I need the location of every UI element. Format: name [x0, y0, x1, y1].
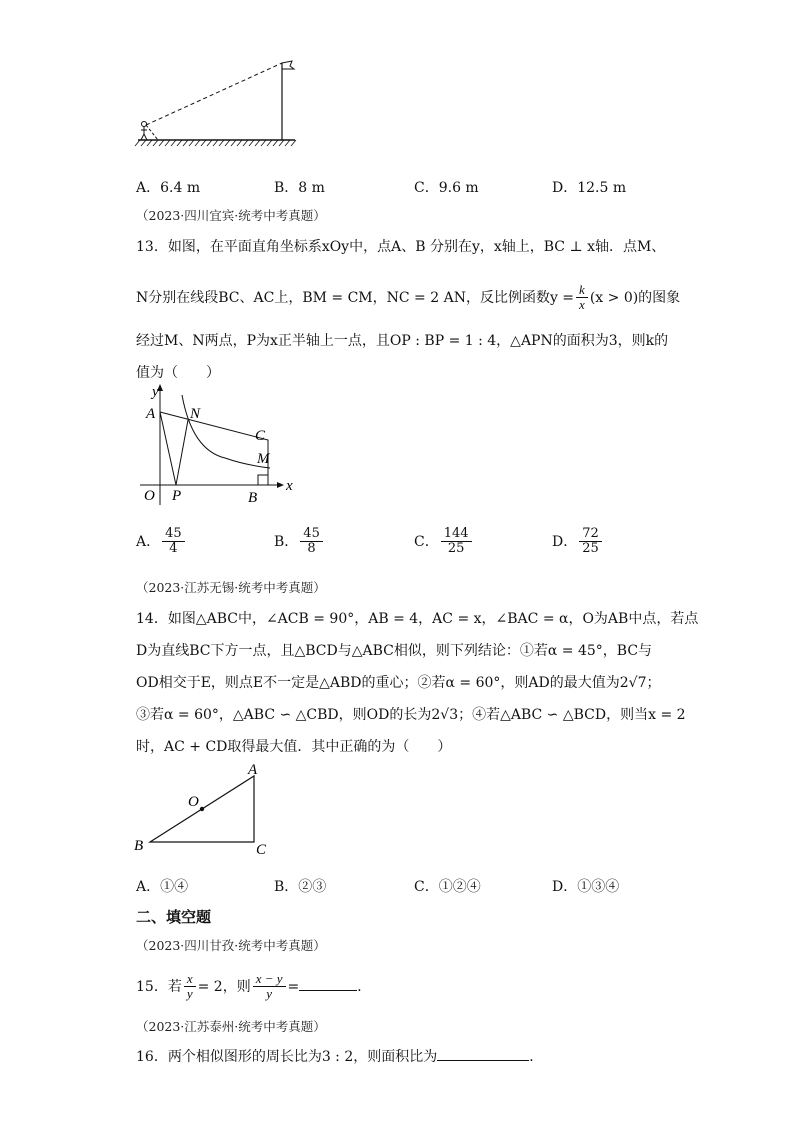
q14-option-d[interactable]: D．①③④	[552, 879, 620, 895]
figure-label-a: A	[248, 762, 258, 778]
q13-option-d[interactable]: D． $\frac{72}{25}$	[552, 527, 604, 557]
figure-label-y: y	[152, 384, 159, 400]
q14-line-3: OD相交于E，则点E不一定是△ABD的重心；②若α = 60°，则AD的最大值为2√7；	[136, 675, 661, 691]
q12-option-d[interactable]: D．12.5 m	[552, 180, 627, 196]
q15-source: （2023·四川甘孜·统考中考真题）	[136, 938, 326, 953]
figure-label-b: B	[134, 838, 144, 854]
q14-line-2: D为直线BC下方一点，且△BCD与△ABC相似，则下列结论：①若α = 45°，BC与	[136, 643, 653, 659]
q16-source: （2023·江苏泰州·统考中考真题）	[136, 1019, 326, 1034]
figure-label-m: M	[257, 451, 270, 467]
q14-option-c[interactable]: C．①②④	[414, 879, 481, 895]
q13-line-3: 经过M、N两点，P为x正半轴上一点，且OP : BP = 1 : 4，△APN的面积为3，则k的	[136, 333, 669, 349]
figure-label-n: N	[190, 406, 201, 422]
figure-label-c: C	[256, 842, 267, 856]
section-heading: 二、填空题	[136, 908, 212, 926]
q14-line-5: 时，AC + CD取得最大值．其中正确的为（ ）	[136, 739, 452, 755]
q12-option-b[interactable]: B．8 m	[274, 180, 325, 196]
figure-label-o: O	[144, 488, 155, 504]
q13-source: （2023·四川宜宾·统考中考真题）	[136, 208, 326, 223]
figure-label-x: x	[286, 478, 293, 494]
figure-label-p: P	[172, 488, 182, 504]
q13-line-2: N分别在线段BC、AC上，BM = CM，NC = 2 AN，反比例函数y = $\frac{k}{x}$ (x > 0)的图象	[136, 282, 681, 313]
q14-option-a[interactable]: A．①④	[136, 879, 189, 895]
q13-line-1: 13．如图，在平面直角坐标系xOy中，点A、B 分别在y，x轴上，BC ⊥ x轴．点M、	[136, 239, 666, 255]
q14-line-1: 14．如图△ABC中，∠ACB = 90°，AB = 4，AC = x，∠BAC = α，O为AB中点，若点	[136, 611, 699, 627]
q13-coordinate-figure	[130, 380, 310, 510]
figure-label-c: C	[255, 428, 266, 444]
figure-label-b: B	[248, 490, 258, 506]
q14-line-4: ③若α = 60°，△ABC ∽ △CBD，则OD的长为2√3；④若△ABC ∽ △BCD，则当x = 2	[136, 707, 686, 723]
flagpole-figure	[130, 55, 310, 155]
q12-option-a[interactable]: A．6.4 m	[136, 180, 201, 196]
q13-line-4: 值为（ ）	[136, 365, 220, 381]
q15-answer-blank[interactable]	[299, 990, 357, 991]
q13-option-c[interactable]: C． $\frac{144}{25}$	[414, 527, 474, 557]
q15-text: 15．若 $\frac{x}{y}$ = 2，则 $\frac{x - y}{y}$ = ．	[136, 971, 372, 1002]
q16-text: 16．两个相似图形的周长比为3 : 2，则面积比为 ．	[136, 1049, 544, 1065]
q12-option-c[interactable]: C．9.6 m	[414, 180, 479, 196]
q13-option-a[interactable]: A． $\frac{45}{4}$	[136, 527, 187, 557]
q14-option-b[interactable]: B．②③	[274, 879, 327, 895]
q13-option-b[interactable]: B． $\frac{45}{8}$	[274, 527, 325, 557]
figure-label-a: A	[146, 406, 156, 422]
q14-source: （2023·江苏无锡·统考中考真题）	[136, 580, 326, 595]
figure-label-o: O	[188, 794, 199, 810]
q16-answer-blank[interactable]	[437, 1060, 529, 1061]
q14-triangle-figure	[130, 756, 280, 856]
